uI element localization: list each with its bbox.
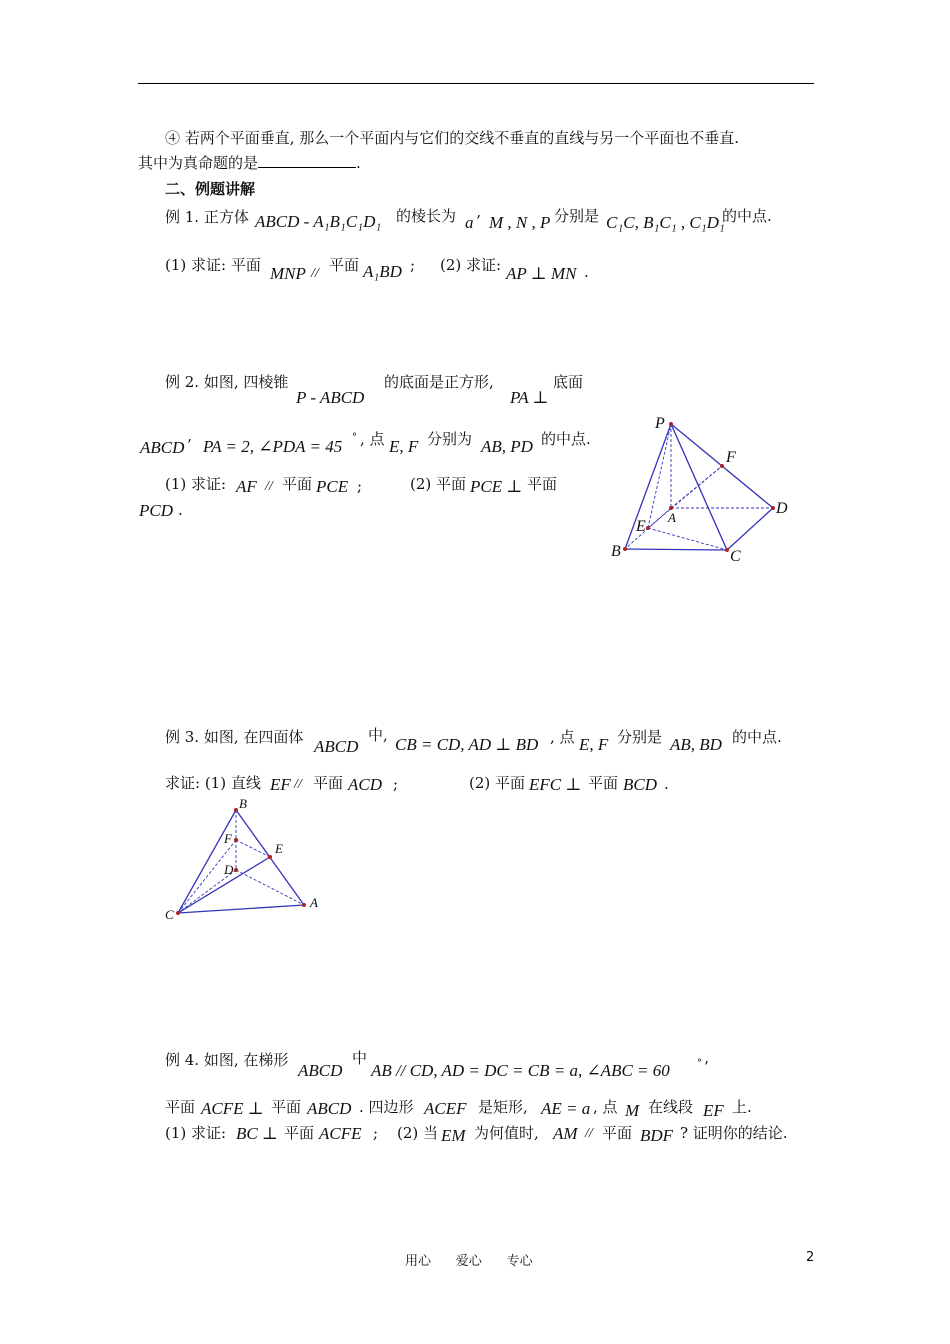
ex2-comma-point: , 点 bbox=[360, 430, 385, 448]
ex1-q1-plane1: MNP bbox=[270, 264, 306, 283]
ex2-abcd: ABCD bbox=[140, 438, 185, 457]
ex4-label: 例 4. 如图, 在梯形 bbox=[165, 1051, 289, 1069]
ex3-comma-point: , 点 bbox=[550, 728, 575, 746]
ex4-zhong: 中 bbox=[352, 1049, 368, 1067]
true-prop-prefix: 其中为真命题的是 bbox=[138, 154, 259, 172]
ex2-q1-par: // bbox=[265, 479, 273, 494]
ex3-label: 例 3. 如图, 在四面体 bbox=[165, 728, 304, 746]
ex4-q2-plane-word: 平面 bbox=[602, 1124, 633, 1142]
ex4-abcd2: ABCD bbox=[307, 1099, 352, 1118]
ex4-sep: ’ bbox=[704, 1058, 709, 1076]
ex3-abcd: ABCD bbox=[314, 737, 359, 756]
ex2-sep: ’ bbox=[187, 436, 192, 454]
ex1-q2-expr: AP ⊥ MN bbox=[506, 264, 577, 283]
ex3-zhong: 中, bbox=[368, 726, 388, 744]
ex1-edge-var: a bbox=[465, 213, 474, 232]
label-f: F bbox=[224, 831, 232, 846]
ex3-q1-par: // bbox=[294, 777, 302, 792]
ex1-q1-sep: ; bbox=[410, 256, 416, 274]
item-4: ④ 若两个平面垂直, 那么一个平面内与它们的交线不垂直的直线与另一个平面也不垂直. bbox=[165, 129, 740, 147]
label-b: B bbox=[239, 796, 247, 811]
ex3-q1-ef: EF bbox=[270, 775, 291, 794]
ex4-q1-prefix: (1) 求证: bbox=[165, 1124, 227, 1142]
label-d: D bbox=[224, 862, 234, 877]
ex1-sep: ’ bbox=[476, 212, 481, 230]
point-e bbox=[268, 855, 272, 859]
ex3-q1-sep: ; bbox=[393, 775, 399, 793]
footer-text: 用心 爱心 专心 bbox=[405, 1254, 533, 1269]
label-d: D bbox=[776, 500, 788, 517]
label-c: C bbox=[165, 907, 174, 922]
ex1-segments: C₁C, B₁C₁ , C₁D₁ bbox=[606, 213, 725, 232]
ex4-up: 上. bbox=[732, 1098, 752, 1116]
ex3-q2-prefix: (2) 平面 bbox=[469, 774, 526, 792]
label-p: P bbox=[655, 415, 665, 432]
page-number: 2 bbox=[806, 1250, 815, 1265]
ex4-l2-mid: . 四边形 bbox=[359, 1098, 414, 1116]
ex2-q2-tail: . bbox=[178, 501, 183, 519]
ex4-q1-acfe: ACFE bbox=[319, 1124, 362, 1143]
ex2-ef: E, F bbox=[389, 437, 419, 456]
label-e: E bbox=[275, 841, 283, 856]
ex4-q1-bc: BC ⊥ bbox=[236, 1124, 278, 1143]
ex4-q2-bdf: BDF bbox=[640, 1126, 674, 1145]
ex1-label: 例 1. 正方体 bbox=[165, 208, 249, 226]
ex2-base-text: 的底面是正方形, bbox=[384, 373, 494, 391]
ex4-q2-em: EM bbox=[441, 1126, 466, 1145]
ex2-ab-pd: AB, PD bbox=[481, 437, 533, 456]
ex2-q1-af: AF bbox=[236, 477, 257, 496]
ex1-cube: ABCD - A₁B₁C₁D₁ bbox=[255, 212, 382, 231]
ex4-deg: ° bbox=[697, 1058, 702, 1069]
ex1-tail: 的中点. bbox=[722, 207, 772, 225]
ex3-q2-bcd: BCD bbox=[623, 775, 657, 794]
ex2-cond: PA = 2, ∠PDA = 45 bbox=[203, 437, 343, 456]
ex2-pyramid: P - ABCD bbox=[296, 388, 365, 407]
ex2-base-word: 底面 bbox=[553, 373, 584, 391]
ex1-q1-plane2: A₁BD bbox=[363, 262, 402, 281]
ex1-points: M , N , P bbox=[489, 213, 551, 232]
ex2-q2-pce: PCE ⊥ bbox=[470, 477, 523, 496]
ex3-q2-plane-word: 平面 bbox=[588, 774, 619, 792]
ex1-q1-plane-word: 平面 bbox=[329, 256, 360, 274]
ex2-q1-pce: PCE bbox=[316, 477, 349, 496]
ex4-m: M bbox=[625, 1101, 640, 1120]
label-e: E bbox=[636, 518, 646, 535]
ex4-comma-point: , 点 bbox=[593, 1098, 618, 1116]
point-d bbox=[234, 868, 238, 872]
ex3-q1-plane-word: 平面 bbox=[313, 774, 344, 792]
ex4-cond: AB // CD, AD = DC = CB = a, ∠ABC = 60 bbox=[371, 1061, 670, 1080]
ex4-abcd: ABCD bbox=[298, 1061, 343, 1080]
ex4-ef: EF bbox=[703, 1101, 724, 1120]
ex3-q1-prefix: 求证: (1) 直线 bbox=[165, 774, 261, 792]
ex2-deg: ° bbox=[352, 432, 357, 443]
ex1-q1-par: // bbox=[311, 266, 319, 281]
ex3-q2-tail: . bbox=[664, 775, 669, 793]
section-title: 二、例题讲解 bbox=[165, 180, 256, 198]
ex2-q1-plane-word: 平面 bbox=[282, 475, 313, 493]
label-b: B bbox=[611, 543, 621, 560]
ex4-acef: ACEF bbox=[424, 1099, 467, 1118]
true-prop-suffix: . bbox=[356, 154, 361, 172]
point-a bbox=[302, 903, 306, 907]
ex4-is-rect: 是矩形, bbox=[478, 1098, 528, 1116]
edge-ca bbox=[178, 905, 304, 913]
ex1-q1-prefix: (1) 求证: 平面 bbox=[165, 256, 261, 274]
ex3-ab-bd: AB, BD bbox=[670, 735, 722, 754]
label-f: F bbox=[726, 449, 736, 466]
ex1-q2-tail: . bbox=[584, 263, 589, 281]
ex4-q2-mid: 为何值时, bbox=[474, 1124, 539, 1142]
ex4-ae: AE = a bbox=[541, 1099, 591, 1118]
ex4-acfe: ACFE ⊥ bbox=[201, 1099, 264, 1118]
ex2-q1-prefix: (1) 求证: bbox=[165, 475, 227, 493]
ex4-l2-plane: 平面 bbox=[165, 1098, 196, 1116]
ex2-q2-prefix: (2) 平面 bbox=[410, 475, 467, 493]
edge-da-hidden bbox=[236, 870, 304, 905]
ex4-q1-sep: ; bbox=[373, 1124, 379, 1142]
label-c: C bbox=[730, 548, 741, 565]
ex1-edge-text: 的棱长为 bbox=[396, 207, 457, 225]
ex3-ef: E, F bbox=[579, 735, 609, 754]
ex2-q2-plane-word: 平面 bbox=[527, 475, 558, 493]
ex3-fenbie: 分别是 bbox=[617, 728, 663, 746]
ex2-q1-sep: ; bbox=[357, 477, 363, 495]
ex3-cond: CB = CD, AD ⊥ BD bbox=[395, 735, 539, 754]
ex2-fenbie: 分别为 bbox=[427, 430, 473, 448]
label-a: A bbox=[668, 510, 676, 525]
ex3-q1-acd: ACD bbox=[348, 775, 382, 794]
ex4-q2-par: // bbox=[585, 1126, 593, 1141]
ex2-q2-pcd: PCD bbox=[139, 501, 173, 520]
ex2-tail: 的中点. bbox=[541, 430, 591, 448]
point-b bbox=[234, 808, 238, 812]
ex2-pa-perp: PA ⊥ bbox=[510, 388, 549, 407]
ex2-label: 例 2. 如图, 四棱锥 bbox=[165, 373, 289, 391]
segment-fe bbox=[236, 840, 270, 857]
point-c bbox=[176, 911, 180, 915]
ex4-on-seg: 在线段 bbox=[648, 1098, 694, 1116]
ex4-q2-am: AM bbox=[553, 1124, 578, 1143]
ex3-q2-efc: EFC ⊥ bbox=[529, 775, 582, 794]
ex4-q2-prefix: (2) 当 bbox=[397, 1124, 439, 1142]
point-f bbox=[234, 838, 238, 842]
ex4-q1-plane-word: 平面 bbox=[284, 1124, 315, 1142]
ex1-q2-prefix: (2) 求证: bbox=[440, 256, 502, 274]
ex4-l2-plane2: 平面 bbox=[271, 1098, 302, 1116]
label-a: A bbox=[310, 895, 318, 910]
ex4-q2-tail: ? 证明你的结论. bbox=[680, 1124, 788, 1142]
ex1-fenbie: 分别是 bbox=[554, 207, 600, 225]
ex3-tail: 的中点. bbox=[732, 728, 782, 746]
